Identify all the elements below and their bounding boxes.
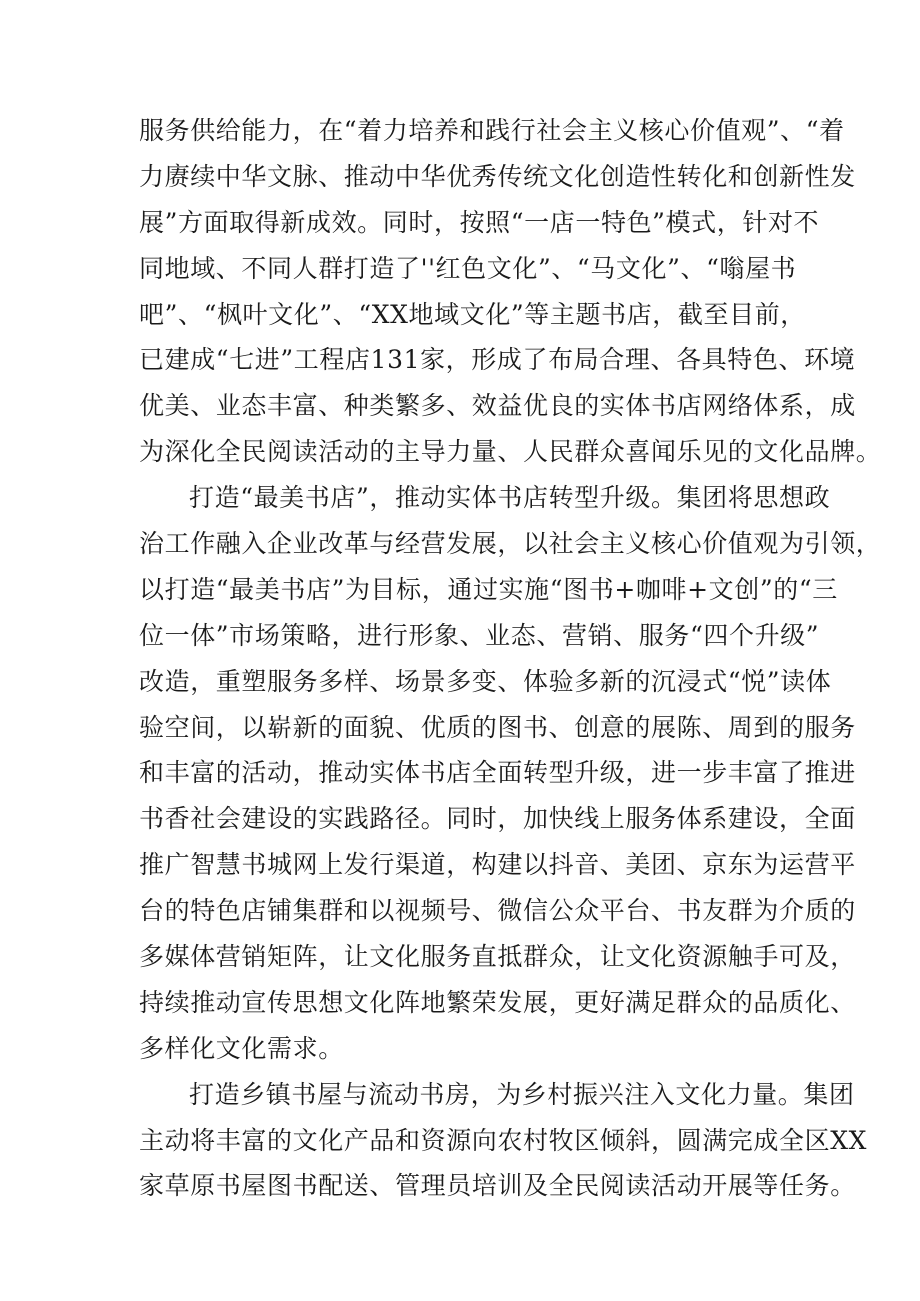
paragraph-line: 家草原书屋图书配送、管理员培训及全民阅读活动开展等任务。	[139, 1171, 856, 1201]
paragraph-line: 同地域、不同人群打造了''红色文化”、“马文化”、“嗡屋书	[139, 253, 797, 283]
paragraph-line: 改造，重塑服务多样、场景多变、体验多新的沉浸式“悦”读体	[139, 666, 832, 696]
paragraph-line: 以打造“最美书店”为目标，通过实施“图书+咖啡+文创”的“三	[139, 574, 838, 604]
paragraph-line: 多样化文化需求。	[139, 1033, 344, 1063]
paragraph-line: 和丰富的活动，推动实体书店全面转型升级，进一步丰富了推进	[139, 758, 856, 788]
paragraph-line: 验空间，以崭新的面貌、优质的图书、创意的展陈、周到的服务	[139, 712, 856, 742]
paragraph-3	[139, 1072, 867, 1210]
paragraph-line: 多媒体营销矩阵，让文化服务直抵群众，让文化资源触手可及，	[139, 942, 856, 972]
paragraph-line: 推广智慧书城网上发行渠道，构建以抖音、美团、京东为运营平	[139, 850, 856, 880]
paragraph-line: 为深化全民阅读活动的主导力量、人民群众喜闻乐见的文化品牌。	[139, 437, 882, 467]
paragraph-line: 展”方面取得新成效。同时，按照“一店一特色”模式，针对不	[139, 207, 820, 237]
paragraph-line: 主动将丰富的文化产品和资源向农村牧区倾斜，圆满完成全区XX	[139, 1125, 867, 1155]
paragraph-line: 打造“最美书店”，推动实体书店转型升级。集团将思想政	[189, 483, 831, 513]
paragraph-2	[139, 475, 882, 1072]
paragraph-line: 台的特色店铺集群和以视频号、微信公众平台、书友群为介质的	[139, 896, 856, 926]
paragraph-line: 已建成“七进”工程店131家，形成了布局合理、各具特色、环境	[139, 345, 856, 375]
paragraph-line: 位一体”市场策略，进行形象、业态、营销、服务“四个升级”	[139, 620, 820, 650]
paragraph-line: 治工作融入企业改革与经营发展，以社会主义核心价值观为引领，	[139, 529, 882, 559]
paragraph-line: 优美、业态丰富、种类繁多、效益优良的实体书店网络体系，成	[139, 391, 856, 421]
paragraph-line: 书香社会建设的实践路径。同时，加快线上服务体系建设，全面	[139, 804, 856, 834]
paragraph-line: 服务供给能力，在“着力培养和践行社会主义核心价值观”、“着	[139, 116, 845, 145]
paragraph-line: 力赓续中华文脉、推动中华优秀传统文化创造性转化和创新性发	[139, 161, 856, 191]
document-body	[139, 108, 882, 1209]
paragraph-line: 吧”、“枫叶文化”、“XX地域文化”等主题书店，截至目前，	[139, 299, 806, 329]
paragraph-line: 打造乡镇书屋与流动书房，为乡村振兴注入文化力量。集团	[189, 1079, 855, 1109]
paragraph-line: 持续推动宣传思想文化阵地繁荣发展，更好满足群众的品质化、	[139, 987, 856, 1017]
paragraph-1	[139, 108, 882, 475]
